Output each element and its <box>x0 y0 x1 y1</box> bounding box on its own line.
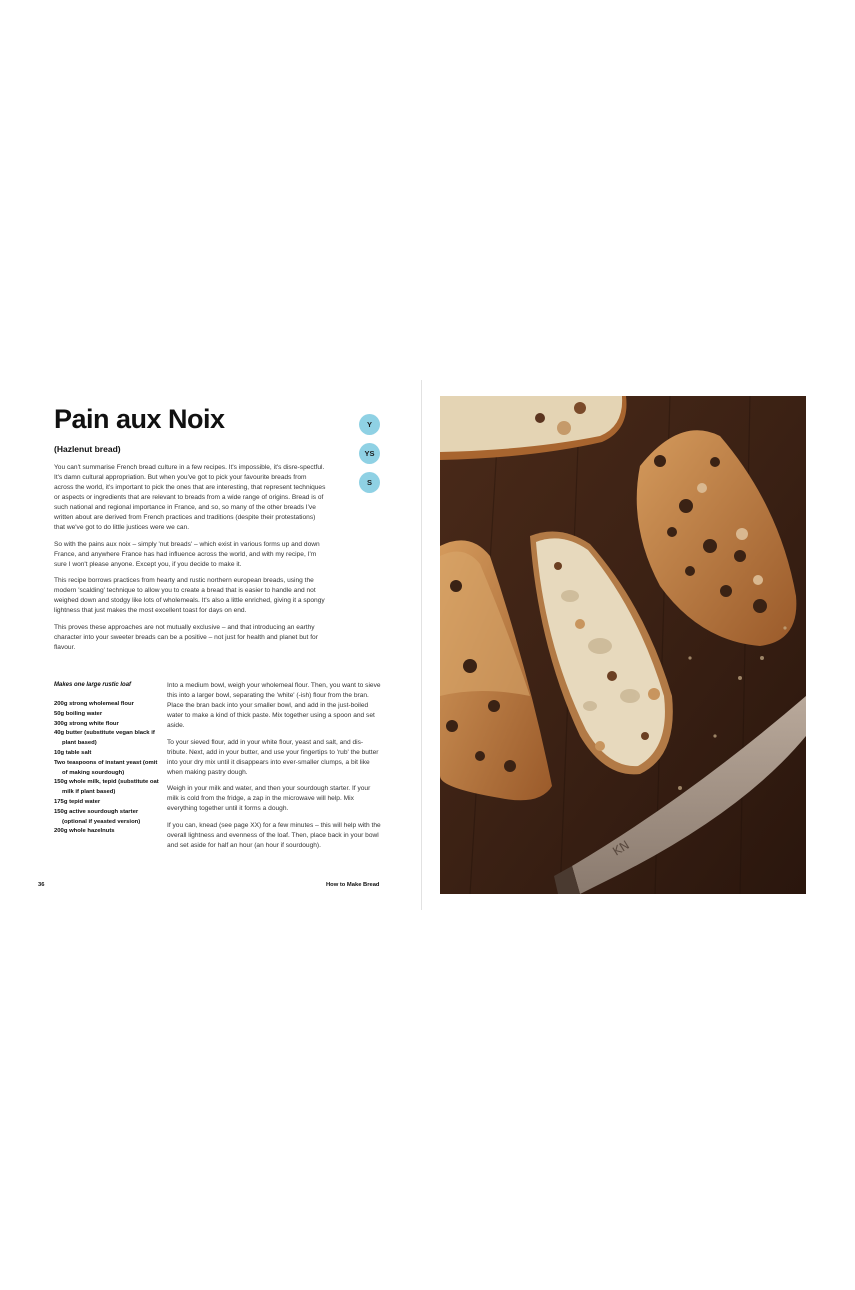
ingredient-item: 150g whole milk, tepid (substitute oat milk if plant based) <box>54 779 159 796</box>
ingredient-item: Two teaspoons of instant yeast (omit of making sourdough) <box>54 759 158 776</box>
method-step: To your sieved flour, add in your white flour, yeast and salt, and dis-tribute. Next, add in your butter, and use your fingertips to 'rub' the butter into your dry mix until it disappears into ever-smaller clumps, a bit like when making pastry dough. <box>167 738 379 776</box>
running-title: How to Make Bread <box>326 882 380 888</box>
intro-paragraph: This proves these approaches are not mutually exclusive – and that introducing an earthy character into your sweeter breads can be a positive – not just for health and planet but for flavour. <box>54 623 318 651</box>
method-step: Weigh in your milk and water, and then your sourdough starter. If your milk is cold from the fridge, a zap in the microwave will help. Mix everything together until it forms a dough. <box>167 785 371 812</box>
intro-paragraph: You can't summarise French bread culture in a few recipes. It's impossible, it's disre-spectful. It's damn cultural appropriation. But when you've got to pick your favourite breads from across the world, it's important to pick the ones that are interesting, that represent techniques or aspects or ingredients that are relevant to breads from a wide range of origins. Bread is of such national and regional importance in France, and so, so many of the other breads I've written about are derived from French practices and traditions (despite their protestations) that we've got to do little justices were we can. <box>54 464 326 531</box>
badge-yeast-sourdough: YS <box>359 443 380 464</box>
ingredient-item: 10g table salt <box>54 749 92 756</box>
ingredient-list <box>54 700 164 837</box>
method-step: If you can, knead (see page XX) for a few minutes – this will help with the overall lightness and evenness of the loaf. Then, place back in your bowl and set aside for half an hour (an hour if sourdough). <box>167 821 381 849</box>
ingredient-item: 200g whole hazelnuts <box>54 828 115 835</box>
ingredient-item: 175g tepid water <box>54 798 101 805</box>
ingredient-item: 150g active sourdough starter (optional if yeasted version) <box>54 808 141 825</box>
recipe-intro <box>54 463 326 659</box>
badge-sourdough: S <box>359 472 380 493</box>
intro-paragraph: So with the pains aux noix – simply 'nut breads' – which exist in various forms up and down France, and anywhere France has had influence across the world, and with my recipe, I'm sure I won't please anyone. Except you, if you decide to make it. <box>54 540 320 568</box>
recipe-yield: Makes one large rustic loaf <box>54 682 132 688</box>
svg-text:KN: KN <box>610 837 632 859</box>
intro-paragraph: This recipe borrows practices from hearty and rustic northern european breads, using the modern 'scalding' technique to allow you to create a bread that is easier to handle and not weighed down and stodgy like lots of wholemeals. It's also a little enriched, giving it a spongy lightness that just makes the most excellent toast for days on end. <box>54 577 325 614</box>
ingredients-panel <box>54 681 164 837</box>
method-step: Into a medium bowl, weigh your wholemeal flour. Then, you want to sieve this into a larger bowl, separating the 'white' (-ish) flour from the bran. Place the bran back into your smaller bowl, and add in the just-boiled water to make a kind of thick paste. Mix together using a spoon and set aside. <box>167 682 381 729</box>
ingredient-item: 50g boiling water <box>54 710 103 717</box>
page-number: 36 <box>38 882 45 888</box>
ingredient-item: 200g strong wholemeal flour <box>54 701 134 707</box>
bread-photo <box>440 396 806 894</box>
ingredient-item: 40g butter (substitute vegan black if plant based) <box>54 730 155 747</box>
recipe-subtitle: (Hazlenut bread) <box>54 444 121 454</box>
ingredient-item: 300g strong white flour <box>54 720 119 727</box>
page-gutter <box>421 380 422 910</box>
method-panel <box>167 681 383 857</box>
method-badges <box>359 414 381 501</box>
recipe-title: Pain aux Noix <box>54 404 225 434</box>
badge-yeast: Y <box>359 414 380 435</box>
